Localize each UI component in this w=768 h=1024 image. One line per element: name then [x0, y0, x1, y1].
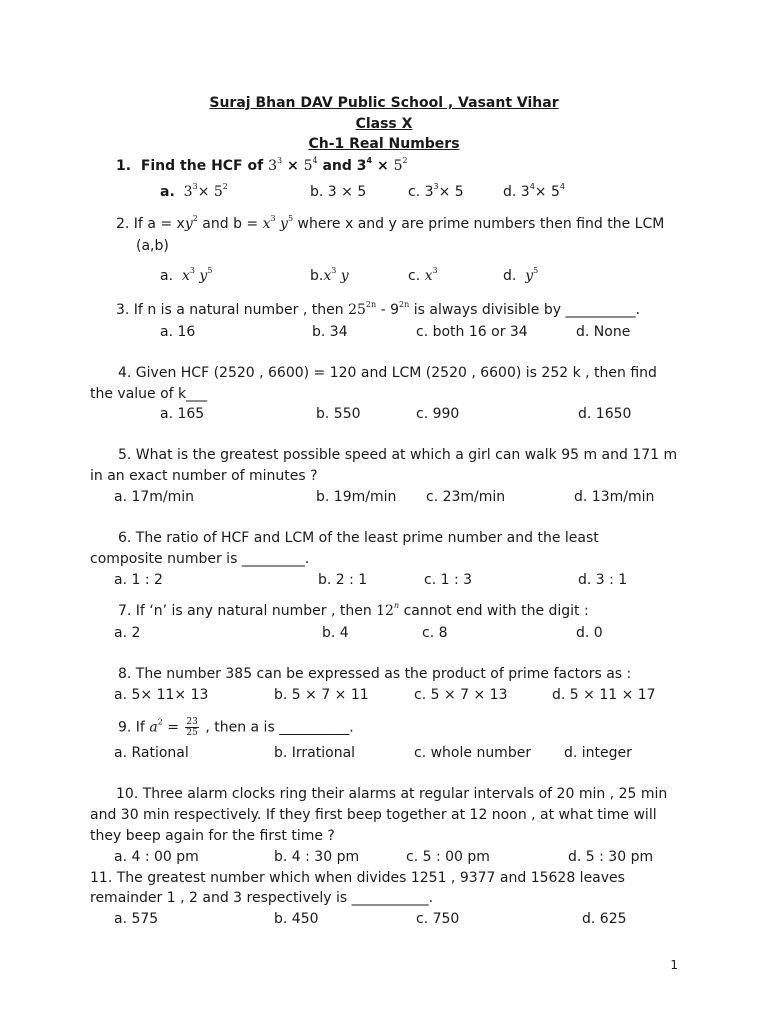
q3-option-c: c. both 16 or 34 — [416, 324, 528, 340]
question-1: 1. Find the HCF of $3^3 \times 5^4$ and $3^4 \times 5^2$ — [116, 156, 408, 174]
q2-option-d: d. $y^5$ — [503, 266, 539, 284]
q9-option-b: b. Irrational — [274, 745, 356, 761]
q9-option-d: d. integer — [564, 745, 632, 761]
q9-option-a: a. Rational — [114, 745, 189, 761]
question-10-line-3: they beep again for the first time ? — [90, 828, 335, 844]
q7-option-d: d. 0 — [576, 625, 603, 641]
class-title: Class X — [355, 116, 413, 132]
q2-option-a: a. $x^3$ $y^5$ — [160, 266, 213, 284]
q10-option-d: d. 5 : 30 pm — [568, 849, 654, 865]
q6-option-c: c. 1 : 3 — [424, 572, 473, 588]
q4-option-b: b. 550 — [316, 406, 361, 422]
q6-option-d: d. 3 : 1 — [578, 572, 628, 588]
q8-option-a: a. 5× 11× 13 — [114, 687, 209, 703]
q10-option-b: b. 4 : 30 pm — [274, 849, 360, 865]
q6-option-b: b. 2 : 1 — [318, 572, 368, 588]
q11-option-b: b. 450 — [274, 911, 319, 927]
q4-option-d: d. 1650 — [578, 406, 632, 422]
question-3: 3. If n is a natural number , then $25^{2n} - 9^{2n}$ is always divisible by __________. — [116, 300, 640, 318]
q5-option-d: d. 13m/min — [574, 489, 655, 505]
q7-option-a: a. 2 — [114, 625, 141, 641]
question-10-line-2: and 30 min respectively. If they first beep together at 12 noon , at what time will — [90, 807, 657, 823]
q11-option-a: a. 575 — [114, 911, 159, 927]
q2-option-c: c. $x^3$ — [408, 266, 438, 284]
q3-option-b: b. 34 — [312, 324, 348, 340]
chapter-title: Ch-1 Real Numbers — [308, 136, 460, 152]
q4-option-c: c. 990 — [416, 406, 460, 422]
q1-option-c: c. $3^3\times 5$ — [408, 182, 464, 200]
q7-option-c: c. 8 — [422, 625, 448, 641]
fraction-23-25: $\frac{23}{25}$ — [186, 717, 198, 738]
question-5-line-2: in an exact number of minutes ? — [90, 468, 318, 484]
q7-option-b: b. 4 — [322, 625, 349, 641]
q1-option-a: a. $3^3\times 5^2$ — [160, 182, 228, 200]
q4-option-a: a. 165 — [160, 406, 205, 422]
q10-option-a: a. 4 : 00 pm — [114, 849, 199, 865]
question-8: 8. The number 385 can be expressed as the product of prime factors as : — [118, 666, 632, 682]
question-4-line-2: the value of k___ — [90, 386, 208, 402]
q5-option-b: b. 19m/min — [316, 489, 397, 505]
question-6-line-2: composite number is _________. — [90, 551, 310, 567]
q8-option-c: c. 5 × 7 × 13 — [414, 687, 508, 703]
question-2: 2. If $a = xy^2$ and $b = x^3$ $y^5$ where x and y are prime numbers then find the LCM — [116, 214, 665, 232]
question-5: 5. What is the greatest possible speed at which a girl can walk 95 m and 171 m — [118, 447, 678, 463]
q10-option-c: c. 5 : 00 pm — [406, 849, 490, 865]
q8-option-b: b. 5 × 7 × 11 — [274, 687, 369, 703]
question-6: 6. The ratio of HCF and LCM of the least prime number and the least — [118, 530, 599, 546]
q5-option-a: a. 17m/min — [114, 489, 195, 505]
q8-option-d: d. 5 × 11 × 17 — [552, 687, 656, 703]
q3-option-a: a. 16 — [160, 324, 196, 340]
school-name: Suraj Bhan DAV Public School , Vasant Vihar — [209, 95, 559, 111]
q2-option-b: $b.x^3$ y — [310, 266, 349, 284]
q11-option-c: c. 750 — [416, 911, 460, 927]
question-9: 9. If $a^2$ = $\frac{23}{25}$ , then a is __________. — [118, 717, 354, 738]
question-7: 7. If ‘n’ is any natural number , then 12$^n$ cannot end with the digit : — [118, 601, 589, 619]
question-10: 10. Three alarm clocks ring their alarms at regular intervals of 20 min , 25 min — [116, 786, 668, 802]
q1-option-d: d. $3^4\times 5^4$ — [503, 182, 565, 200]
q5-option-c: c. 23m/min — [426, 489, 506, 505]
q9-option-c: c. whole number — [414, 745, 532, 761]
question-4: 4. Given HCF (2520 , 6600) = 120 and LCM (2520 , 6600) is 252 k , then find — [118, 365, 657, 381]
page-number: 1 — [670, 958, 678, 972]
q6-option-a: a. 1 : 2 — [114, 572, 163, 588]
question-11: 11. The greatest number which when divides 1251 , 9377 and 15628 leaves — [90, 870, 625, 886]
question-11-line-2: remainder 1 , 2 and 3 respectively is ___________. — [90, 890, 434, 906]
question-2-line-2: (a,b) — [136, 238, 169, 254]
q1-option-b: b. 3 × 5 — [310, 184, 367, 200]
q3-option-d: d. None — [576, 324, 631, 340]
q11-option-d: d. 625 — [582, 911, 627, 927]
